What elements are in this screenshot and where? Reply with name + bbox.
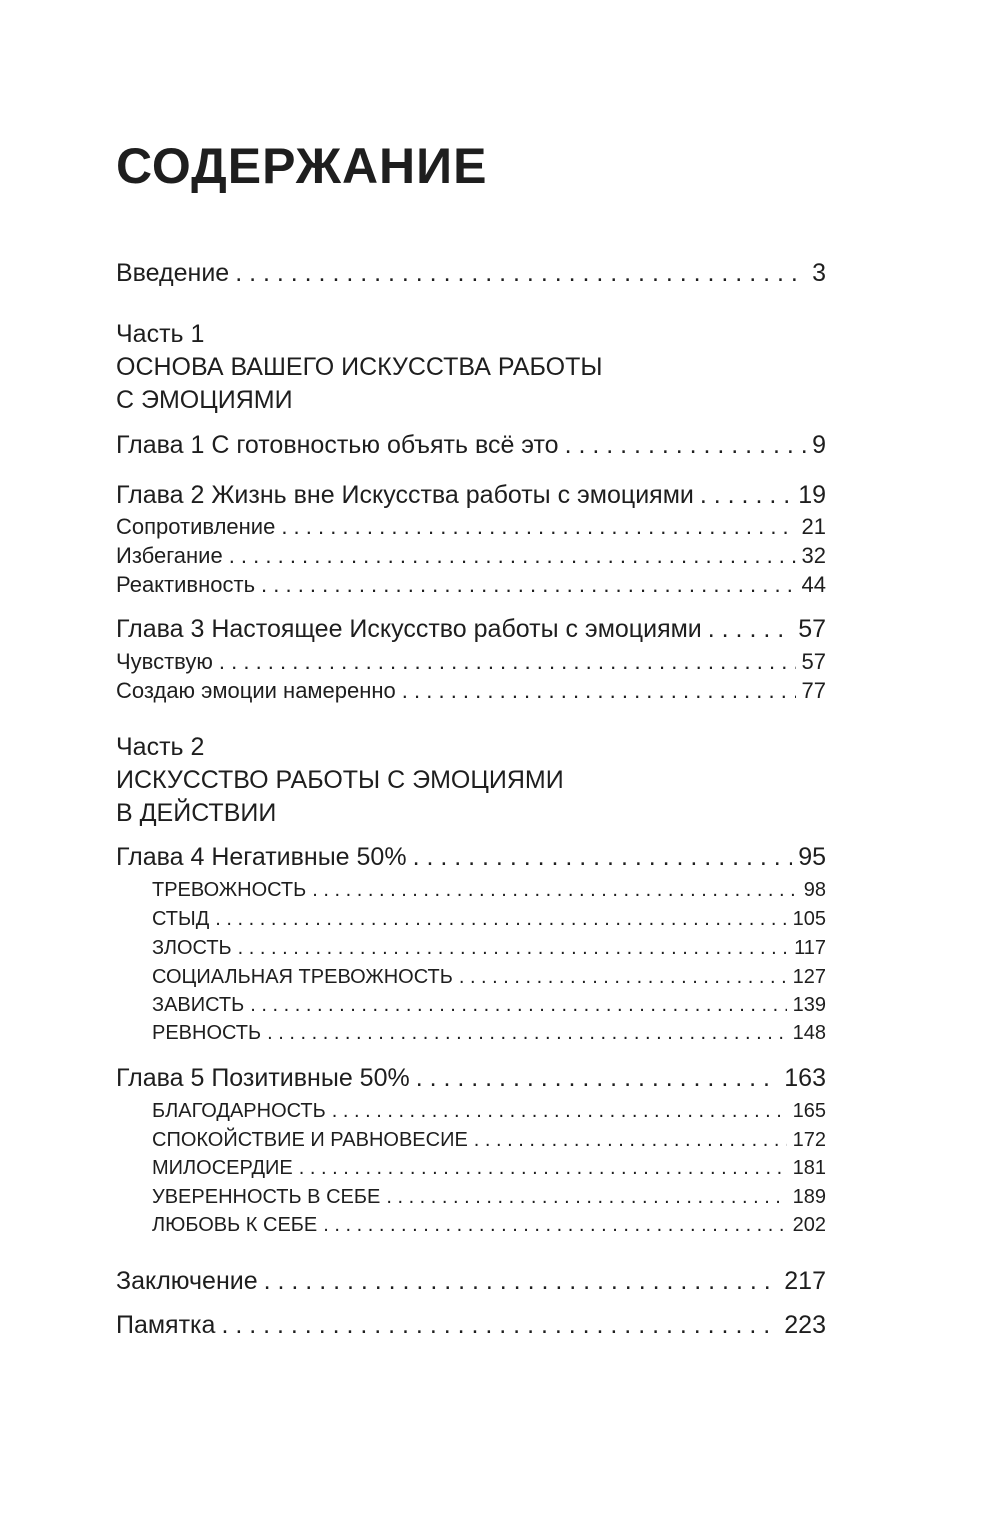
dot-leader <box>312 877 797 903</box>
dot-leader <box>238 935 788 961</box>
toc-page-number: 189 <box>792 1186 826 1208</box>
toc-entry-label: РЕВНОСТЬ <box>152 1022 262 1044</box>
toc-entry-intro[interactable] <box>116 258 826 288</box>
toc-entry-label: Создаю эмоции намеренно <box>116 678 396 703</box>
toc-page-number: 9 <box>812 431 826 459</box>
page-title: СОДЕРЖАНИЕ <box>116 138 488 194</box>
toc-entry-subsection[interactable] <box>116 1127 826 1153</box>
toc-entry-label: БЛАГОДАРНОСТЬ <box>152 1100 326 1122</box>
dot-leader <box>708 614 792 644</box>
toc-entry-section[interactable] <box>116 677 826 704</box>
dot-leader <box>565 430 807 460</box>
toc-page-number: 117 <box>794 937 826 959</box>
toc-entry-section[interactable] <box>116 648 826 675</box>
dot-leader <box>221 1310 778 1340</box>
part-title-line: ИСКУССТВО РАБОТЫ С ЭМОЦИЯМИ <box>116 766 564 794</box>
dot-leader <box>413 842 793 872</box>
toc-entry-subsection[interactable] <box>116 1098 826 1124</box>
toc-entry-label: СОЦИАЛЬНАЯ ТРЕВОЖНОСТЬ <box>152 966 453 988</box>
dot-leader <box>264 1266 779 1296</box>
toc-page-number: 21 <box>801 514 826 539</box>
toc-page-number: 163 <box>784 1064 826 1092</box>
dot-leader <box>267 1020 786 1046</box>
toc-entry-label: Памятка <box>116 1311 216 1339</box>
toc-entry-label: Глава 3 Настоящее Искусство работы с эмоциями <box>116 615 702 643</box>
toc-page-number: 19 <box>798 481 826 509</box>
toc-entry-label: ТРЕВОЖНОСТЬ <box>152 879 307 901</box>
toc-entry-label: Глава 1 С готовностью объять всё это <box>116 431 559 459</box>
toc-page-number: 202 <box>792 1214 826 1236</box>
dot-leader <box>700 480 792 510</box>
toc-page-number: 57 <box>798 615 826 643</box>
toc-page-number: 165 <box>792 1100 826 1122</box>
toc-entry-section[interactable] <box>116 513 826 540</box>
toc-entry-subsection[interactable] <box>116 877 826 903</box>
part-title-line: В ДЕЙСТВИИ <box>116 799 277 827</box>
toc-entry-label: МИЛОСЕРДИЕ <box>152 1157 293 1179</box>
toc-entry-subsection[interactable] <box>116 935 826 961</box>
toc-page-number: 217 <box>784 1267 826 1295</box>
toc-entry-label: Глава 2 Жизнь вне Искусства работы с эмоциями <box>116 481 694 509</box>
toc-entry-label: Заключение <box>116 1267 258 1295</box>
toc-entry-label: ЗЛОСТЬ <box>152 937 232 959</box>
part-1-heading <box>116 318 826 417</box>
toc-entry-label: ЛЮБОВЬ К СЕБЕ <box>152 1214 318 1236</box>
toc-entry-label: СТЫД <box>152 908 210 930</box>
toc-entry-chapter-1[interactable] <box>116 430 826 460</box>
toc-page-number: 223 <box>784 1311 826 1339</box>
toc-page-number: 3 <box>812 259 826 287</box>
toc-entry-subsection[interactable] <box>116 906 826 932</box>
toc-entry-label: УВЕРЕННОСТЬ В СЕБЕ <box>152 1186 381 1208</box>
part-title-line: С ЭМОЦИЯМИ <box>116 386 293 414</box>
toc-entry-subsection[interactable] <box>116 1020 826 1046</box>
dot-leader <box>386 1184 786 1210</box>
dot-leader <box>250 992 786 1018</box>
dot-leader <box>235 258 806 288</box>
toc-entry-label: Чувствую <box>116 649 213 674</box>
dot-leader <box>474 1127 787 1153</box>
toc-page-number: 44 <box>801 572 826 597</box>
toc-page-number: 181 <box>792 1157 826 1179</box>
dot-leader <box>215 906 786 932</box>
toc-entry-label: Сопротивление <box>116 514 276 539</box>
toc-entry-subsection[interactable] <box>116 1212 826 1238</box>
part-label: Часть 1 <box>116 320 205 348</box>
toc-entry-section[interactable] <box>116 542 826 569</box>
toc-entry-label: ЗАВИСТЬ <box>152 994 245 1016</box>
toc-entry-conclusion[interactable] <box>116 1266 826 1296</box>
toc-entry-label: Глава 5 Позитивные 50% <box>116 1064 410 1092</box>
toc-entry-chapter-5[interactable] <box>116 1063 826 1093</box>
toc-page-number: 57 <box>801 649 826 674</box>
dot-leader <box>229 542 796 569</box>
toc-entry-label: Введение <box>116 259 230 287</box>
toc-entry-chapter-4[interactable] <box>116 842 826 872</box>
dot-leader <box>416 1063 779 1093</box>
toc-entry-label: Избегание <box>116 543 223 568</box>
toc-page-number: 98 <box>803 879 826 901</box>
dot-leader <box>299 1155 787 1181</box>
toc-entry-subsection[interactable] <box>116 992 826 1018</box>
dot-leader <box>219 648 796 675</box>
toc-page-number: 139 <box>792 994 826 1016</box>
dot-leader <box>281 513 795 540</box>
toc-page-number: 95 <box>798 843 826 871</box>
toc-page-number: 127 <box>792 966 826 988</box>
toc-entry-section[interactable] <box>116 571 826 598</box>
toc-page-number: 148 <box>792 1022 826 1044</box>
toc-entry-subsection[interactable] <box>116 1155 826 1181</box>
part-label: Часть 2 <box>116 733 205 761</box>
toc-entry-chapter-2[interactable] <box>116 480 826 510</box>
dot-leader <box>402 677 796 704</box>
dot-leader <box>261 571 795 598</box>
toc-page-number: 32 <box>801 543 826 568</box>
toc-entry-label: Реактивность <box>116 572 256 597</box>
toc-page-number: 172 <box>792 1129 826 1151</box>
toc-entry-label: Глава 4 Негативные 50% <box>116 843 407 871</box>
dot-leader <box>323 1212 786 1238</box>
dot-leader <box>332 1098 787 1124</box>
dot-leader <box>459 964 787 990</box>
toc-page-number: 77 <box>801 678 826 703</box>
toc-entry-chapter-3[interactable] <box>116 614 826 644</box>
part-title-line: ОСНОВА ВАШЕГО ИСКУССТВА РАБОТЫ <box>116 353 603 381</box>
part-2-heading <box>116 731 826 830</box>
toc-entry-subsection[interactable] <box>116 964 826 990</box>
toc-page-number: 105 <box>792 908 826 930</box>
toc-entry-subsection[interactable] <box>116 1184 826 1210</box>
toc-entry-memo[interactable] <box>116 1310 826 1340</box>
toc-entry-label: СПОКОЙСТВИЕ И РАВНОВЕСИЕ <box>152 1129 468 1151</box>
